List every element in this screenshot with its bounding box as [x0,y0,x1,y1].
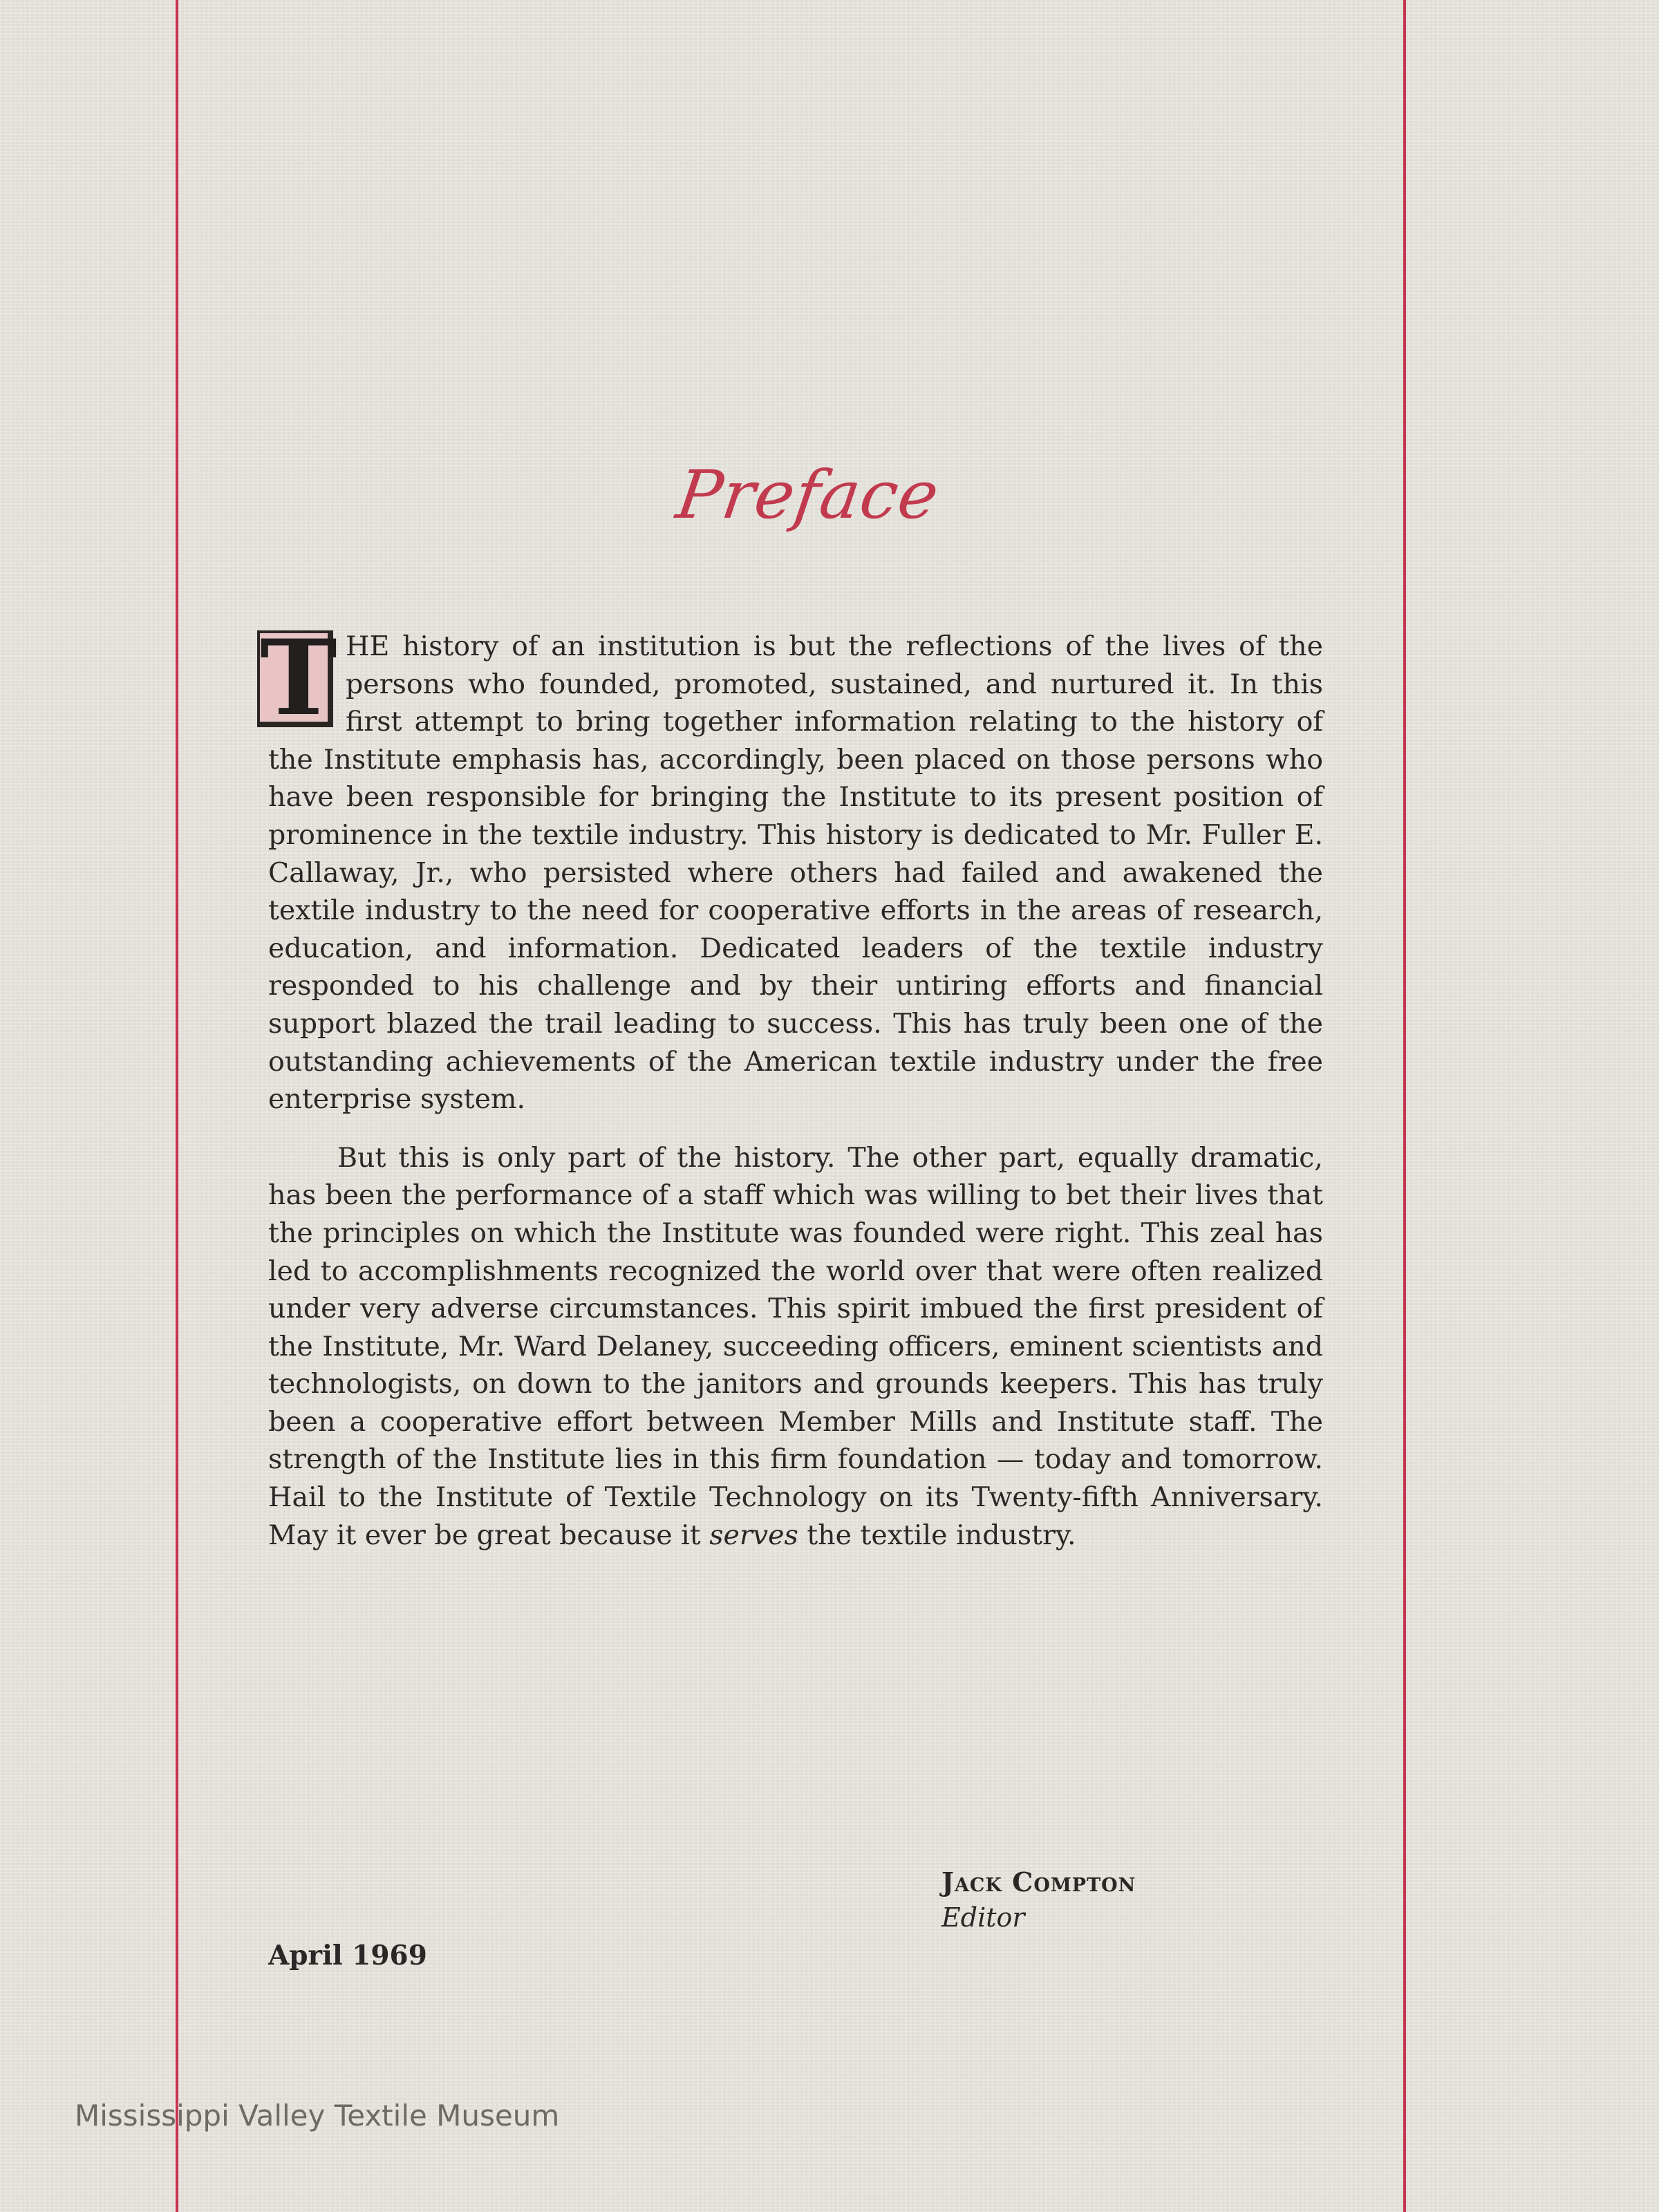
right-margin-rule [1403,0,1406,2212]
preface-body [260,617,1323,1554]
paragraph-1 [260,617,1323,1118]
signature-name: Jack Compton [941,1866,1136,1897]
paragraph-2-text-a: But this is only part of the history. The other part, equally dramatic, has been the performance of a staff which was willing to bet their lives that the principles on which the Institute was founded were right. This zeal has led to accomplishments recognized the world over that were often realized under very adverse circumstances. This spirit imbued the first president of the Institute, Mr. Ward Delaney, succeeding officers, eminent scientists and technologists, on down to the janitors and grounds keepers. This has truly been a cooperative effort between Member Mills and Institute staff. The strength of the Institute lies in this firm foundation — today and tomorrow. Hail to the Institute of Textile Technology on its Twenty-fifth Anniversary. May it ever be great because it [268,1141,1323,1551]
dropcap-letter: T [257,630,333,727]
museum-watermark: Mississippi Valley Textile Museum [75,2099,560,2133]
signature-title: Editor [941,1902,1025,1933]
left-margin-rule [176,0,178,2212]
paragraph-2 [268,1139,1323,1555]
emphasis-serves: serves [709,1519,798,1551]
paragraph-2-text-b: the textile industry. [798,1519,1076,1551]
paragraph-1-text: HE history of an institution is but the reflections of the lives of the persons who founded, promoted, sustained, and nurtured it. In this first attempt to bring together information relating to the history of the Institute emphasis has, accordingly, been placed on those persons who have been responsible for bringing the Institute to its present position of prominence in the textile industry. This history is dedicated to Mr. Fuller E. Callaway, Jr., who persisted where others had failed and awakened the textile industry to the need for cooperative efforts in the areas of research, education, and information. Dedicated leaders of the textile industry responded to his challenge and by their untiring efforts and financial support blazed the trail leading to success. This has truly been one of the outstanding achievements of the American textile industry under the free enterprise system. [268,630,1323,1116]
page-title: Preface [672,456,944,534]
date-line: April 1969 [268,1940,427,1971]
